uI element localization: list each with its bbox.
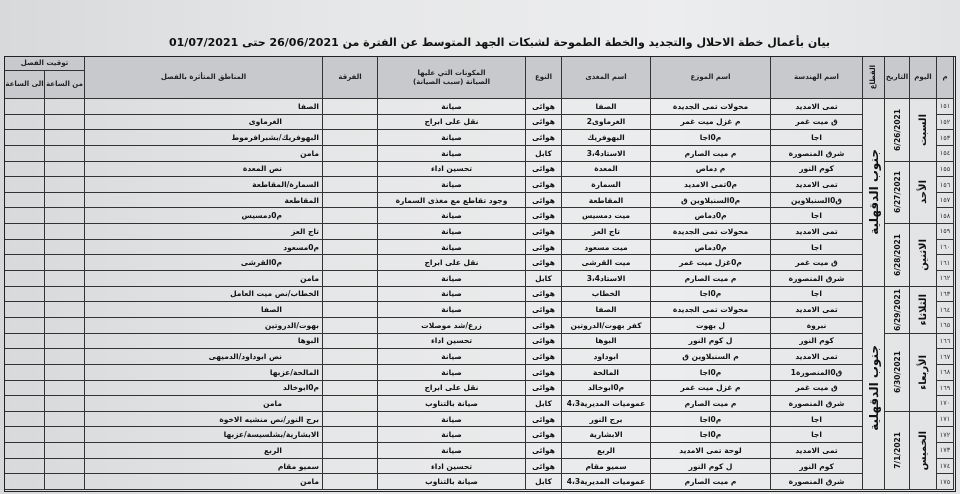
cell-crew <box>323 287 378 303</box>
cell-type: هوائى <box>526 302 562 318</box>
cell-m: ١٥٣ <box>937 130 954 146</box>
cell-to <box>5 412 45 428</box>
header-sector-label: القطاع <box>869 65 877 90</box>
cell-feeder: المقاطعة <box>562 193 651 209</box>
cell-m: ١٧٠ <box>937 396 954 412</box>
cell-crew <box>323 474 378 490</box>
cell-dist: م دماص <box>651 162 771 178</box>
header-day: اليوم <box>910 57 937 99</box>
cell-eng: كوم النور <box>771 459 863 475</box>
cell-m: ١٦٧ <box>937 349 954 365</box>
cell-dist: م ميت الصارم <box>651 146 771 162</box>
cell-from <box>45 459 85 475</box>
cell-comp: صيانة <box>378 208 526 224</box>
cell-crew <box>323 443 378 459</box>
cell-type: هوائى <box>526 130 562 146</box>
cell-eng: شرق المنصورة <box>771 146 863 162</box>
cell-feeder: برج النور <box>562 412 651 428</box>
header-feeder: اسم المغذى <box>562 57 651 99</box>
cell-eng: ق ميت غمر <box>771 115 863 131</box>
date-label: 6/27/2021 <box>892 171 902 214</box>
cell-crew <box>323 271 378 287</box>
cell-comp: صيانة <box>378 412 526 428</box>
cell-to <box>5 318 45 334</box>
cell-comp: تحسين اداء <box>378 334 526 350</box>
date-label: 6/28/2021 <box>892 233 902 276</box>
cell-from <box>45 193 85 209</box>
cell-to <box>5 302 45 318</box>
cell-dist: م0اجا <box>651 427 771 443</box>
date-cell <box>885 412 910 490</box>
cell-comp: صيانة <box>378 130 526 146</box>
cell-feeder: الاستاد3،4 <box>562 146 651 162</box>
day-cell <box>910 162 937 225</box>
cell-m: ١٧٢ <box>937 427 954 443</box>
cell-m: ١٦١ <box>937 255 954 271</box>
cell-from <box>45 130 85 146</box>
cell-m: ١٧٤ <box>937 459 954 475</box>
cell-feeder: م0ابوخالد <box>562 381 651 397</box>
header-date: التاريخ <box>885 57 910 99</box>
day-cell <box>910 224 937 287</box>
cell-type: هوائى <box>526 443 562 459</box>
cell-to <box>5 349 45 365</box>
cell-comp: صيانة <box>378 271 526 287</box>
cell-area: تاج العز <box>85 224 323 240</box>
cell-dist: م ميت الصارم <box>651 474 771 490</box>
cell-eng: تمى الامديد <box>771 302 863 318</box>
cell-crew <box>323 255 378 271</box>
cell-crew <box>323 427 378 443</box>
cell-feeder: الصفا <box>562 99 651 115</box>
cell-dist: م0اجا <box>651 287 771 303</box>
day-cell <box>910 334 937 412</box>
cell-comp: صيانة <box>378 146 526 162</box>
cell-eng: شرق المنصورة <box>771 474 863 490</box>
cell-area: المقاطعة <box>85 193 323 209</box>
cell-eng: ق ميت غمر <box>771 255 863 271</box>
cell-to <box>5 443 45 459</box>
cell-m: ١٥٨ <box>937 208 954 224</box>
cell-m: ١٥٦ <box>937 177 954 193</box>
cell-from <box>45 115 85 131</box>
cell-feeder: الصفا <box>562 302 651 318</box>
cell-comp: صيانة <box>378 224 526 240</box>
cell-from <box>45 318 85 334</box>
cell-to <box>5 334 45 350</box>
cell-dist: م0دماص <box>651 240 771 256</box>
cell-area: الابشارية/بشلسيسة/عزبها <box>85 427 323 443</box>
cell-feeder: تاج العز <box>562 224 651 240</box>
cell-to <box>5 99 45 115</box>
cell-from <box>45 146 85 162</box>
header-timing: توقيت الفصل <box>5 57 85 71</box>
cell-type: هوائى <box>526 318 562 334</box>
header-eng: اسم الهندسة <box>771 57 863 99</box>
cell-feeder: الخطاب <box>562 287 651 303</box>
cell-dist: لوحة تمى الامديد <box>651 443 771 459</box>
cell-to <box>5 115 45 131</box>
cell-comp: صيانة <box>378 365 526 381</box>
cell-crew <box>323 224 378 240</box>
cell-feeder: المالحة <box>562 365 651 381</box>
cell-eng: اجا <box>771 130 863 146</box>
cell-area: الربع <box>85 443 323 459</box>
header-dist: اسم الموزع <box>651 57 771 99</box>
cell-m: ١٦٥ <box>937 318 954 334</box>
cell-crew <box>323 146 378 162</box>
cell-m: ١٥١ <box>937 99 954 115</box>
day-label: السبت <box>917 113 929 146</box>
cell-feeder: ميت دمسيس <box>562 208 651 224</box>
cell-type: هوائى <box>526 381 562 397</box>
day-label: الأربعاء <box>917 354 929 390</box>
cell-m: ١٥٢ <box>937 115 954 131</box>
cell-area: بهوت/الدروتين <box>85 318 323 334</box>
cell-dist: محولات تمى الجديدة <box>651 302 771 318</box>
cell-dist: ل كوم النور <box>651 459 771 475</box>
cell-dist: م0دماص <box>651 208 771 224</box>
cell-area: الصفا <box>85 302 323 318</box>
cell-eng: كوم النور <box>771 162 863 178</box>
day-cell <box>910 287 937 334</box>
cell-dist: م0اجا <box>651 130 771 146</box>
cell-m: ١٥٤ <box>937 146 954 162</box>
date-cell <box>885 224 910 287</box>
cell-crew <box>323 302 378 318</box>
cell-type: هوائى <box>526 177 562 193</box>
sector-label: جنوب الدقهلية <box>866 344 881 431</box>
cell-type: هوائى <box>526 115 562 131</box>
cell-type: هوائى <box>526 459 562 475</box>
cell-m: ١٦٦ <box>937 334 954 350</box>
date-cell <box>885 99 910 162</box>
header-type: النوع <box>526 57 562 99</box>
cell-crew <box>323 193 378 209</box>
cell-feeder: ميت القرشى <box>562 255 651 271</box>
cell-eng: كوم النور <box>771 334 863 350</box>
header-area: المناطق المتأثرة بالفصل <box>85 57 323 99</box>
cell-eng: ق0المنصورة1 <box>771 365 863 381</box>
cell-comp: نقل على ابراج <box>378 381 526 397</box>
cell-comp: صيانة <box>378 99 526 115</box>
cell-type: كابل <box>526 271 562 287</box>
cell-from <box>45 240 85 256</box>
cell-m: ١٥٧ <box>937 193 954 209</box>
cell-to <box>5 396 45 412</box>
schedule-table <box>4 56 956 492</box>
cell-from <box>45 381 85 397</box>
cell-area: مامن <box>85 396 323 412</box>
cell-crew <box>323 130 378 146</box>
cell-dist: م غزل ميت غمر <box>651 115 771 131</box>
cell-comp: زرع/شد موصلات <box>378 318 526 334</box>
cell-type: كابل <box>526 474 562 490</box>
cell-area: الخطاب/نص ميت العامل <box>85 287 323 303</box>
cell-type: هوائى <box>526 208 562 224</box>
header-to: الى الساعة <box>5 71 45 99</box>
cell-crew <box>323 365 378 381</box>
cell-comp: صيانة <box>378 443 526 459</box>
cell-crew <box>323 412 378 428</box>
cell-feeder: عموميات المديرية4،3 <box>562 474 651 490</box>
cell-m: ١٧٣ <box>937 443 954 459</box>
cell-from <box>45 474 85 490</box>
cell-eng: اجا <box>771 240 863 256</box>
date-label: 6/30/2021 <box>892 351 902 394</box>
cell-eng: تمى الامديد <box>771 443 863 459</box>
cell-dist: م0اجا <box>651 365 771 381</box>
cell-type: كابل <box>526 146 562 162</box>
cell-feeder: عموميات المديرية4،3 <box>562 396 651 412</box>
cell-area: الصفا <box>85 99 323 115</box>
cell-crew <box>323 115 378 131</box>
cell-type: هوائى <box>526 365 562 381</box>
cell-from <box>45 412 85 428</box>
cell-comp: تحسين اداء <box>378 162 526 178</box>
cell-area: م0ابوخالد <box>85 381 323 397</box>
cell-comp: صيانة <box>378 427 526 443</box>
cell-dist: محولات تمى الجديدة <box>651 99 771 115</box>
cell-from <box>45 177 85 193</box>
cell-type: هوائى <box>526 162 562 178</box>
cell-m: ١٦٨ <box>937 365 954 381</box>
cell-to <box>5 193 45 209</box>
cell-eng: تمى الامديد <box>771 224 863 240</box>
cell-comp: وجود تقاطع مع مغذى السمارة <box>378 193 526 209</box>
cell-eng: تمى الامديد <box>771 99 863 115</box>
date-cell <box>885 334 910 412</box>
cell-comp: صيانة <box>378 177 526 193</box>
cell-eng: اجا <box>771 412 863 428</box>
cell-m: ١٦٣ <box>937 287 954 303</box>
day-label: الخميس <box>917 430 929 471</box>
cell-feeder: الاستاد3،4 <box>562 271 651 287</box>
cell-from <box>45 99 85 115</box>
cell-dist: م0غزل ميت غمر <box>651 255 771 271</box>
cell-comp: صيانة <box>378 302 526 318</box>
day-cell <box>910 99 937 162</box>
cell-area: م0دمسيس <box>85 208 323 224</box>
cell-area: سميو مقام <box>85 459 323 475</box>
cell-m: ١٧٥ <box>937 474 954 490</box>
cell-dist: م ميت الصارم <box>651 396 771 412</box>
cell-to <box>5 177 45 193</box>
cell-feeder: السمارة <box>562 177 651 193</box>
cell-eng: شرق المنصورة <box>771 271 863 287</box>
cell-m: ١٦٩ <box>937 381 954 397</box>
cell-eng: اجا <box>771 427 863 443</box>
cell-to <box>5 208 45 224</box>
day-cell <box>910 412 937 490</box>
cell-to <box>5 240 45 256</box>
cell-comp: صيانة بالتناوب <box>378 474 526 490</box>
cell-comp: نقل على ابراج <box>378 115 526 131</box>
cell-m: ١٦٤ <box>937 302 954 318</box>
day-label: الاثنين <box>917 238 929 271</box>
cell-dist: م0تمى الامديد <box>651 177 771 193</box>
cell-area: برج النور/نص منشيه الاخوة <box>85 412 323 428</box>
cell-m: ١٦٠ <box>937 240 954 256</box>
cell-eng: ق ميت غمر <box>771 381 863 397</box>
cell-from <box>45 396 85 412</box>
cell-eng: تمى الامديد <box>771 177 863 193</box>
cell-crew <box>323 177 378 193</box>
cell-to <box>5 474 45 490</box>
cell-to <box>5 381 45 397</box>
cell-to <box>5 255 45 271</box>
cell-crew <box>323 334 378 350</box>
cell-area: المالحة/عزبها <box>85 365 323 381</box>
cell-area: نص المعدة <box>85 162 323 178</box>
cell-to <box>5 162 45 178</box>
cell-crew <box>323 208 378 224</box>
cell-comp: صيانة <box>378 349 526 365</box>
cell-dist: م ميت الصارم <box>651 271 771 287</box>
cell-area: مامن <box>85 271 323 287</box>
cell-feeder: ابوداود <box>562 349 651 365</box>
date-label: 7/1/2021 <box>892 431 902 469</box>
cell-dist: ل بهوت <box>651 318 771 334</box>
cell-eng: ق0السنبلاوين <box>771 193 863 209</box>
cell-dist: م السنبلاوين ق <box>651 349 771 365</box>
cell-area: نص ابوداود/الدميهى <box>85 349 323 365</box>
cell-to <box>5 427 45 443</box>
cell-to <box>5 271 45 287</box>
cell-eng: شرق المنصورة <box>771 396 863 412</box>
cell-comp: صيانة <box>378 287 526 303</box>
cell-m: ١٥٩ <box>937 224 954 240</box>
cell-crew <box>323 99 378 115</box>
cell-feeder: المعدة <box>562 162 651 178</box>
cell-crew <box>323 349 378 365</box>
date-cell <box>885 162 910 225</box>
cell-feeder: سميو مقام <box>562 459 651 475</box>
cell-type: هوائى <box>526 349 562 365</box>
cell-type: هوائى <box>526 99 562 115</box>
day-label: الثلاثاء <box>917 293 929 326</box>
cell-m: ١٥٥ <box>937 162 954 178</box>
cell-to <box>5 130 45 146</box>
cell-type: هوائى <box>526 287 562 303</box>
header-m: م <box>937 57 954 99</box>
cell-to <box>5 365 45 381</box>
cell-comp: صيانة بالتناوب <box>378 396 526 412</box>
cell-crew <box>323 240 378 256</box>
cell-feeder: الغرماوى2 <box>562 115 651 131</box>
cell-type: هوائى <box>526 224 562 240</box>
cell-m: ١٦٢ <box>937 271 954 287</box>
cell-dist: م غزل ميت غمر <box>651 381 771 397</box>
cell-from <box>45 255 85 271</box>
cell-crew <box>323 318 378 334</box>
cell-area: مامن <box>85 146 323 162</box>
cell-eng: اجا <box>771 287 863 303</box>
cell-from <box>45 224 85 240</box>
date-cell <box>885 287 910 334</box>
cell-from <box>45 334 85 350</box>
cell-dist: ل كوم النور <box>651 334 771 350</box>
cell-type: هوائى <box>526 240 562 256</box>
cell-area: مامن <box>85 474 323 490</box>
header-sector <box>863 57 885 99</box>
header-comp: المكونات التي عليها الصيانة (سبب الصيانة) <box>378 57 526 99</box>
cell-area: البهوفريك/بشبرافرموط <box>85 130 323 146</box>
cell-dist: محولات تمى الجديدة <box>651 224 771 240</box>
cell-feeder: البوها <box>562 334 651 350</box>
cell-crew <box>323 459 378 475</box>
cell-area: السمارة/المقاطعة <box>85 177 323 193</box>
page-title: بيان بأعمال خطة الاحلال والتجديد والخطة الطموحة لشبكات الجهد المتوسط عن الفترة من 26/06/2021 حتى 01/07/2021 <box>169 36 830 49</box>
cell-to <box>5 224 45 240</box>
sector-label: جنوب الدقهلية <box>866 149 881 236</box>
cell-comp: نقل على ابراج <box>378 255 526 271</box>
cell-type: كابل <box>526 396 562 412</box>
date-label: 6/29/2021 <box>892 288 902 331</box>
cell-m: ١٧١ <box>937 412 954 428</box>
cell-to <box>5 287 45 303</box>
cell-from <box>45 302 85 318</box>
cell-dist: م0السنبلاوين ق <box>651 193 771 209</box>
cell-type: هوائى <box>526 193 562 209</box>
cell-feeder: البهوفريك <box>562 130 651 146</box>
cell-from <box>45 287 85 303</box>
cell-eng: تمى الامديد <box>771 349 863 365</box>
cell-to <box>5 459 45 475</box>
cell-area: الغرماوى <box>85 115 323 131</box>
header-from: من الساعة <box>45 71 85 99</box>
cell-dist: م0اجا <box>651 412 771 428</box>
day-label: الأحد <box>917 180 929 205</box>
cell-from <box>45 271 85 287</box>
cell-crew <box>323 396 378 412</box>
cell-comp: صيانة <box>378 240 526 256</box>
cell-area: م0مسعود <box>85 240 323 256</box>
cell-to <box>5 146 45 162</box>
cell-feeder: الابشارية <box>562 427 651 443</box>
cell-area: البوها <box>85 334 323 350</box>
cell-from <box>45 443 85 459</box>
cell-feeder: الربع <box>562 443 651 459</box>
cell-eng: نبروة <box>771 318 863 334</box>
header-crew: الفرقة <box>323 57 378 99</box>
date-label: 6/26/2021 <box>892 108 902 151</box>
cell-from <box>45 365 85 381</box>
cell-type: هوائى <box>526 427 562 443</box>
cell-area: م0القرشى <box>85 255 323 271</box>
cell-type: هوائى <box>526 334 562 350</box>
cell-from <box>45 162 85 178</box>
cell-type: هوائى <box>526 412 562 428</box>
cell-type: هوائى <box>526 255 562 271</box>
cell-crew <box>323 162 378 178</box>
cell-from <box>45 427 85 443</box>
cell-comp: تحسين اداء <box>378 459 526 475</box>
cell-from <box>45 208 85 224</box>
cell-feeder: كفر بهوت/الدروتين <box>562 318 651 334</box>
cell-crew <box>323 381 378 397</box>
cell-eng: اجا <box>771 208 863 224</box>
cell-from <box>45 349 85 365</box>
cell-feeder: ميت مسعود <box>562 240 651 256</box>
sector-cell <box>863 99 885 287</box>
sector-cell <box>863 287 885 490</box>
